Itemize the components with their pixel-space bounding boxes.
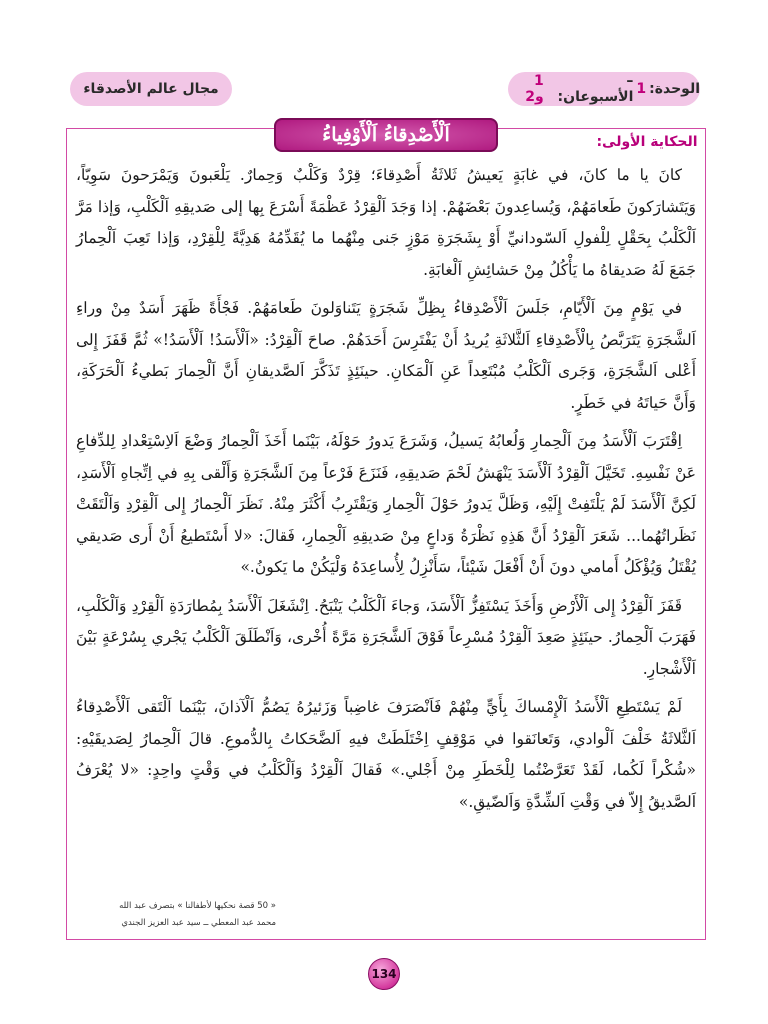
unit-label: الوحدة:: [649, 81, 700, 97]
story-paragraph-1: كانَ يا ما كانَ، في غابَةٍ يَعيشُ ثَلاثَةُ أَصْدِقاءَ؛ قِرْدٌ وَكَلْبٌ وَحِمارٌ. يَلْعَبونَ وَيَمْرَحونَ سَوِيّاً، وَيَتَشارَكونَ طَعامَهُمْ، وَيُساعِدونَ بَعْضَهُمْ. إذا وَجَدَ اَلْقِرْدُ عَظْمَةً أَسْرَعَ بِها إلى صَديقِهِ اَلْكَلْبِ، وَإذا مَرَّ اَلْكَلْبُ بِحَقْلٍ لِلْفولِ اَلسّودانيِّ أَوْ بِشَجَرَةِ مَوْزٍ جَنى مِنْهُما ما يُقَدِّمُهُ هَدِيَّةً لِلْقِرْدِ، وَإذا تَعِبَ اَلْحِمارُ جَمَعَ لَهُ صَديقاهُ ما يَأْكُلُ مِنْ حَشائِشِ اَلْغابَةِ.: [76, 166, 696, 279]
page-number: 134: [371, 967, 397, 981]
story-paragraph-2: في يَوْمٍ مِنَ اَلْأَيّامِ، جَلَسَ اَلْأَصْدِقاءُ بِظِلِّ شَجَرَةٍ يَتَناوَلونَ طَعامَهُمْ. فَجْأَةً ظَهَرَ أَسَدٌ مِنْ وراءِ اَلشَّجَرَةِ يَتَرَبَّصُ بِالْأَصْدِقاءِ اَلثَّلاثَةِ يُريدُ أَنْ يَفْتَرِسَ أَحَدَهُمْ. صاحَ اَلْقِرْدُ: «اَلْأَسَدُ! اَلْأَسَدُ!» ثُمَّ قَفَزَ إِلى أَعْلى اَلشَّجَرَةِ، وَجَرى اَلْكَلْبُ مُبْتَعِداً عَنِ اَلْمَكانِ. حينَئِذٍ تَذَكَّرَ اَلصَّديقانِ أَنَّ اَلْحِمارَ بَطيءُ اَلْحَرَكَةِ، وَأَنَّ حَياتَهُ في خَطَرٍ.: [76, 299, 696, 412]
unit-weeks-pill: [508, 72, 700, 106]
source-line-2: محمد عبد المعطي ــ سيد عبد العزيز الجندي: [121, 918, 276, 928]
story-paragraph-5: لَمْ يَسْتَطِعِ اَلْأَسَدُ اَلْإِمْساكَ بِأَيٍّ مِنْهُمْ فَاَنْصَرَفَ غاضِباً وَزَئيرُهُ يَصُمُّ اَلْآذانَ، بَيْنَما اَلْتَقى اَلْأَصْدِقاءُ اَلثَّلاثَةُ خَلْفَ اَلْوادي، وَتَعانَقوا في مَوْقِفٍ اِخْتَلَطَتْ فيهِ اَلضَّحَكاتُ بِالدُّموعِ. قالَ اَلْحِمارُ لِصَديقَيْهِ: «شُكْراً لَكُما، لَقَدْ تَعَرَّضْتُما لِلْخَطَرِ مِنْ أَجْلي.» فَقالَ اَلْقِرْدُ وَاَلْكَلْبُ في وَقْتٍ واحِدٍ: «لا يُعْرَفُ اَلصَّديقُ إِلاّ في وَقْتِ اَلشِّدَّةِ وَاَلضّيقِ.»: [76, 698, 696, 811]
story-body: [76, 160, 696, 825]
story-paragraph-3: اِقْتَرَبَ اَلْأَسَدُ مِنَ اَلْحِمارِ وَلُعابُهُ يَسيلُ، وَشَرَعَ يَدورُ حَوْلَهُ، بَيْنَما أَخَذَ اَلْحِمارُ وَضْعَ اَلاِسْتِعْدادِ لِلدِّفاعِ عَنْ نَفْسِهِ. تَخَيَّلَ اَلْقِرْدُ اَلْأَسَدَ يَنْهَشُ لَحْمَ صَديقِهِ، فَنَزَعَ فَرْعاً مِنَ اَلشَّجَرَةِ وَأَلْقى بِهِ في اِتِّجاهِ اَلْأَسَدِ، لَكِنَّ اَلْأَسَدَ لَمْ يَلْتَفِتْ إِلَيْهِ، وَظَلَّ يَدورُ حَوْلَ اَلْحِمارِ وَيَقْتَرِبُ أَكْثَرَ مِنْهُ. نَظَرَ اَلْحِمارُ إِلى اَلْقِرْدِ وَاَلْتَقَتْ نَظَراتُهُما... شَعَرَ اَلْقِرْدُ أَنَّ هَذِهِ نَظْرَةُ وَداعٍ مِنْ صَديقِهِ اَلْحِمارِ، فَقالَ: «لا أَسْتَطيعُ أَنْ أَرى صَديقي يُقْتَلُ وَيُؤْكَلُ أَمامي دونَ أَنْ أَفْعَلَ شَيْئاً، سَأَنْزِلُ لِأُساعِدَهُ وَلْيَكُنْ ما يَكونُ.»: [76, 432, 696, 576]
story-paragraph-4: قَفَزَ اَلْقِرْدُ إِلى اَلْأَرْضِ وَأَخَذَ يَسْتَفِزُّ اَلْأَسَدَ، وَجاءَ اَلْكَلْبُ يَنْبَحُ. اِنْشَغَلَ اَلْأَسَدُ بِمُطارَدَةِ اَلْقِرْدِ وَاَلْكَلْبِ، فَهَرَبَ اَلْحِمارُ. حينَئِذٍ صَعِدَ اَلْقِرْدُ مُسْرِعاً فَوْقَ اَلشَّجَرَةِ مَرَّةً أُخْرى، وَاَنْطَلَقَ اَلْكَلْبُ يَجْري بِسُرْعَةٍ بَيْنَ اَلْأَشْجارِ.: [76, 596, 696, 678]
story-title: اَلْأَصْدِقاءُ اَلْأَوْفِياءُ: [322, 124, 450, 146]
story-source: [76, 898, 276, 932]
weeks-label: – الأسبوعان:: [557, 73, 634, 105]
story-label: الحكاية الأولى:: [592, 130, 702, 154]
page-number-badge: [368, 958, 400, 990]
domain-label: مجال عالم الأصدقاء: [83, 81, 219, 97]
story-title-banner: [274, 118, 498, 152]
weeks-value: 1 و2: [525, 73, 544, 105]
domain-pill: [70, 72, 232, 106]
unit-number: 1: [636, 81, 647, 97]
source-line-1: « 50 قصة نحكيها لأطفالنا » بتصرف عبد الله: [119, 901, 276, 911]
